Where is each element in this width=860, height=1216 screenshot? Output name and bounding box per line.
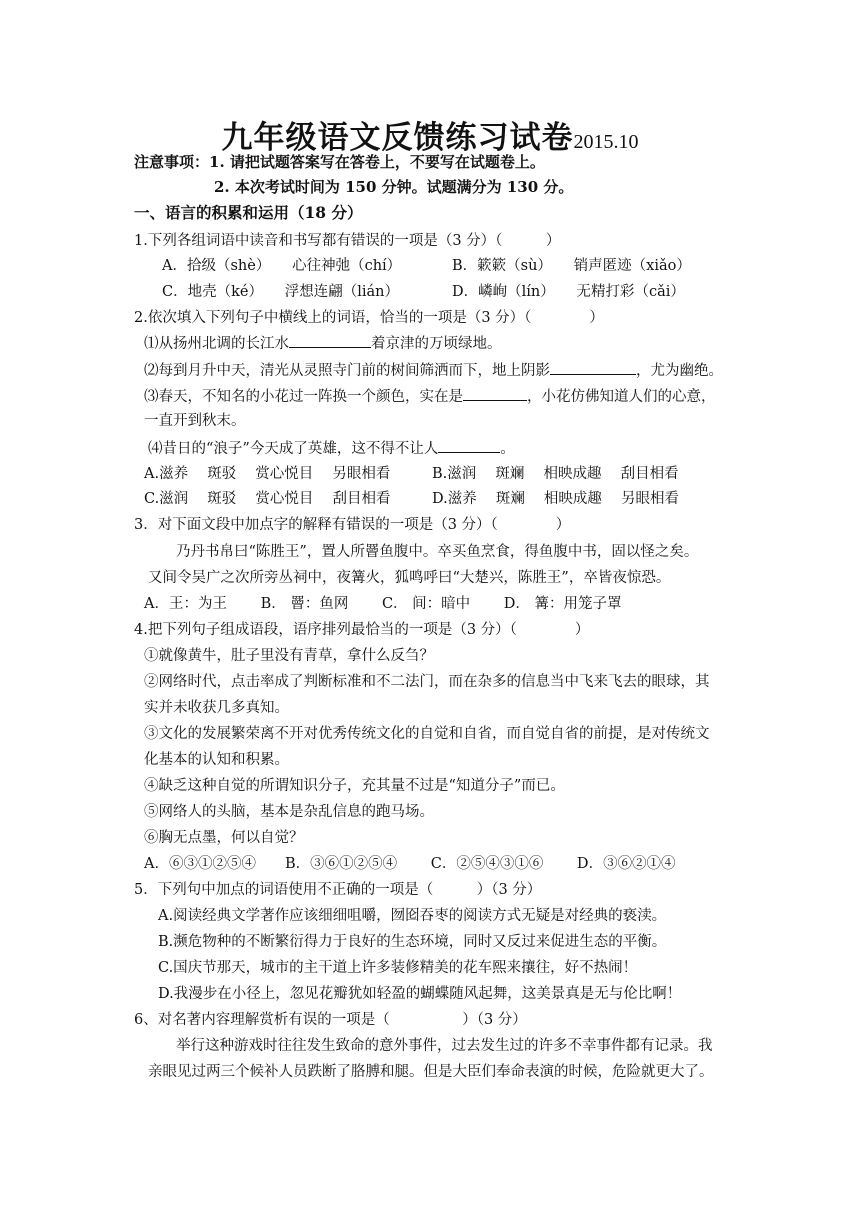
q4-sentence-3: ③文化的发展繁荣离不开对优秀传统文化的自觉和自省，而自觉自省的前提，是对传统文 <box>144 726 710 742</box>
q2-options-row-2 <box>144 489 391 509</box>
q2-option-b: B.滋润 斑斓 相映成趣 刮目相看 <box>432 466 679 482</box>
q2-sentence-2 <box>144 360 723 381</box>
q2-s2-text: ⑵每到月升中天，清光从灵照寺门前的树间筛洒而下，地上阴影 <box>144 363 550 379</box>
q4-sentence-4: ④缺乏这种自觉的所谓知识分子，充其量不过是“知道分子”而已。 <box>144 778 565 794</box>
page-title <box>0 112 860 157</box>
q4-sentence-6: ⑥胸无点墨，何以自觉？ <box>144 830 304 846</box>
q2-option-d: D.滋养 斑斓 相映成趣 另眼相看 <box>432 491 680 507</box>
title-date: 2015.10 <box>573 131 639 153</box>
answer-blank <box>438 438 500 453</box>
q2-sentence-4 <box>148 438 515 459</box>
notice-line-2: 2. 本次考试时间为 150 分钟。试题满分为 130 分。 <box>214 178 574 196</box>
q2-option-c: C.滋润 斑驳 赏心悦目 刮目相看 <box>144 491 391 507</box>
q3-options: A．王：为王 B． 罾：鱼网 C． 间：暗中 D． 篝：用笼子罩 <box>144 596 622 612</box>
q1-option-d: D．嶙峋（lín） 无精打彩（cǎi） <box>452 284 685 300</box>
q5-option-c: C.国庆节那天，城市的主干道上许多装修精美的花车熙来攘往，好不热闹！ <box>158 960 638 976</box>
q5-stem: 5．下列句中加点的词语使用不正确的一项是（ ）（3 分） <box>134 882 542 898</box>
q4-stem: 4.把下列句子组成语段，语序排列最恰当的一项是（3 分）（ ） <box>134 622 590 638</box>
answer-blank <box>289 333 371 348</box>
q5-option-a: A.阅读经典文学著作应该细细咀嚼，囫囵吞枣的阅读方式无疑是对经典的亵渎。 <box>158 908 667 924</box>
q4-options: A．⑥③①②⑤④ B．③⑥①②⑤④ C．②⑤④③①⑥ D．③⑥②①④ <box>144 856 676 872</box>
q6-passage-line-1: 举行这种游戏时往往发生致命的意外事件，过去发生过的许多不幸事件都有记录。我 <box>176 1038 713 1054</box>
q3-passage-line-1: 乃丹书帛曰“陈胜王”，置人所罾鱼腹中。卒买鱼烹食，得鱼腹中书，固以怪之矣。 <box>176 544 699 560</box>
q2-s4-tail: 。 <box>500 441 515 457</box>
q4-sentence-3-cont: 化基本的认知和积累。 <box>144 752 289 768</box>
q2-options-row-1 <box>144 464 390 484</box>
q2-option-a: A.滋养 斑驳 赏心悦目 另眼相看 <box>144 466 391 482</box>
q3-stem: 3．对下面文段中加点字的解释有错误的一项是（3 分）（ ） <box>134 517 571 533</box>
q1-option-c: C．地壳（ké） 浮想连翩（lián） <box>162 284 399 300</box>
q2-sentence-3-cont: 一直开到秋末。 <box>144 413 246 429</box>
q4-sentence-2: ②网络时代，点击率成了判断标准和不二法门，而在杂多的信息当中飞来飞去的眼球，其 <box>144 674 710 690</box>
q2-s1-tail: 着京津的万顷绿地。 <box>371 336 502 352</box>
q6-passage-line-2: 亲眼见过两三个候补人员跌断了胳膊和腿。但是大臣们奉命表演的时候，危险就更大了。 <box>148 1064 714 1080</box>
q2-sentence-1 <box>144 333 502 354</box>
q1-option-a: A．拾级（shè） 心往神弛（chí） <box>162 258 402 274</box>
q2-stem: 2.依次填入下列句子中横线上的词语，恰当的一项是（3 分）（ ） <box>134 310 604 326</box>
notice-label: 注意事项： <box>134 153 210 171</box>
q2-s3-text: ⑶春天，不知名的小花过一阵换一个颜色，实在是 <box>144 389 463 405</box>
q4-sentence-1: ①就像黄牛，肚子里没有青草，拿什么反刍？ <box>144 648 434 664</box>
section-heading-1: 一、语言的积累和运用（18 分） <box>134 203 363 222</box>
notice-item-1: 1. 请把试题答案写在答卷上，不要写在试题卷上。 <box>209 153 545 171</box>
answer-blank <box>463 386 527 401</box>
q3-passage-line-2: 又间令吴广之次所旁丛祠中，夜篝火，狐鸣呼曰“大楚兴，陈胜王”，卒皆夜惊恐。 <box>148 570 671 586</box>
answer-blank <box>550 360 636 375</box>
q6-stem: 6、对名著内容理解赏析有误的一项是（ ）（3 分） <box>134 1012 527 1028</box>
q2-s4-text: ⑷昔日的“浪子”今天成了英雄，这不得不让人 <box>148 441 439 457</box>
q1-option-b: B．簌簌（sù） 销声匿迹（xiǎo） <box>452 258 691 274</box>
q5-option-b: B.濒危物种的不断繁衍得力于良好的生态环境，同时又反过来促进生态的平衡。 <box>158 934 667 950</box>
notice-line-1 <box>134 152 545 172</box>
title-main: 九年级语文反馈练习试卷 <box>221 120 574 156</box>
q1-stem: 1.下列各组词语中读音和书写都有错误的一项是（3 分）（ ） <box>134 233 561 249</box>
q5-option-d: D.我漫步在小径上，忽见花瓣犹如轻盈的蝴蝶随风起舞，这美景真是无与伦比啊！ <box>158 986 682 1002</box>
q2-options-row-2b <box>432 489 679 509</box>
q2-s2-tail: ，尤为幽绝。 <box>636 363 723 379</box>
q4-sentence-5: ⑤网络人的头脑，基本是杂乱信息的跑马场。 <box>144 804 434 820</box>
q2-sentence-3 <box>144 386 716 407</box>
q2-options-row-1b <box>432 464 679 484</box>
q4-sentence-2-cont: 实并未收获几多真知。 <box>144 700 289 716</box>
q2-s3-tail: ，小花仿佛知道人们的心意， <box>527 389 716 405</box>
q2-s1-text: ⑴从扬州北调的长江水 <box>144 336 289 352</box>
